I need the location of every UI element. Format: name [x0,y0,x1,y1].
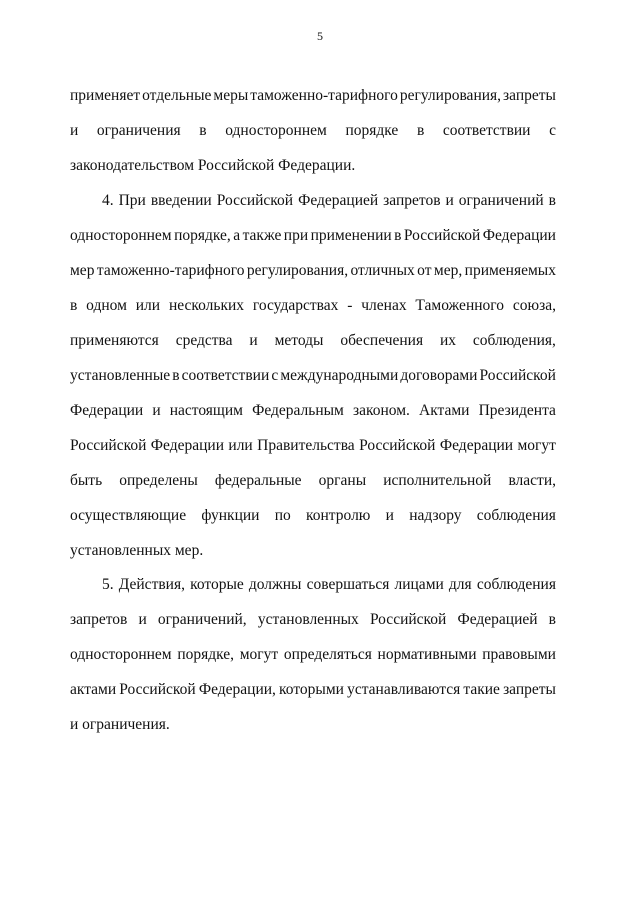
word: при [283,227,309,244]
p5-line-5: и ограничения. [70,716,170,733]
word: власти, [508,472,556,489]
word: в [70,297,78,314]
word: в [172,367,180,384]
word: таможенно-тарифного [96,262,245,279]
word: запреты [503,87,556,104]
word: актами [70,681,117,698]
word: введении [150,192,212,209]
p3-line-2 [70,121,556,141]
word: и [70,122,79,139]
word: одном [86,297,127,314]
word: или [228,437,253,454]
word: регулирования, [399,87,502,104]
word: соблюдения [476,507,556,524]
p4-line-10 [70,506,556,526]
word: ограничения [96,122,181,139]
word: Российской [119,681,196,698]
word: в [199,122,207,139]
word: Правительства [257,437,355,454]
p4-line-1 [102,191,556,211]
word: соблюдения, [472,332,556,349]
word: настоящим [169,402,243,419]
word: Федерации [70,402,144,419]
word: меры [213,87,249,104]
word: Таможенного [415,297,505,314]
word: Федеральным [252,402,344,419]
word: Российской [216,192,294,209]
word: лицами [394,576,444,593]
word: регулирования, [246,262,349,279]
word: отличных [350,262,415,279]
p5-line-2 [70,610,556,630]
word: мер [70,262,95,279]
p3-line-1 [70,86,556,106]
word: законом. [352,402,410,419]
word: обеспечения [340,332,424,349]
p4-line-5 [70,331,556,351]
word: определяться [283,646,372,663]
word: функции [201,507,260,524]
word: для [448,576,472,593]
p4-line-3 [70,261,556,281]
word: 5. [102,576,114,593]
word: таможенно-тарифного [250,87,398,104]
p4-line-8 [70,436,556,456]
word: государствах [252,297,339,314]
p3-line-3: законодательством Российской Федерации. [70,157,356,174]
word: совершаться [306,576,390,593]
word: запреты [503,681,556,698]
p4-line-9 [70,471,556,491]
word: которыми [279,681,344,698]
word: порядке, [174,227,231,244]
word: надзору [409,507,462,524]
word: одностороннем [70,227,172,244]
word: - [347,297,353,314]
word: которые [190,576,244,593]
word: федеральные [214,472,302,489]
word: международными [280,367,399,384]
word: одностороннем [225,122,327,139]
word: членах [361,297,407,314]
word: должны [248,576,302,593]
word: в [548,192,556,209]
p4-line-7 [70,401,556,421]
word: и [249,332,258,349]
p5-line-4 [70,680,556,700]
word: Российской [369,611,447,628]
word: а [233,227,241,244]
word: могут [517,437,556,454]
word: контролю [306,507,371,524]
word: порядке, [177,646,235,663]
word: применяются [70,332,159,349]
word: и [138,611,147,628]
word: Действия, [118,576,185,593]
word: Российской [359,437,436,454]
word: отдельные [142,87,212,104]
word: исполнительной [383,472,492,489]
word: их [439,332,457,349]
word: союза, [512,297,556,314]
word: Федерации, [198,681,276,698]
word: в [416,122,425,139]
word: методы [274,332,324,349]
word: могут [239,646,279,663]
word: устанавливаются [347,681,461,698]
word: также [242,227,282,244]
p4-line-2 [70,226,556,246]
word: и [385,507,394,524]
word: быть [70,472,103,489]
word: Российской [479,367,556,384]
word: Российской [403,227,481,244]
word: Федерацией [298,192,379,209]
word: от [417,262,432,279]
word: договорами [400,367,478,384]
word: Актами [419,402,470,419]
word: по [274,507,291,524]
word: такие [463,681,500,698]
word: Российской [70,437,147,454]
word: применении [310,227,392,244]
word: в [548,611,556,628]
word: применяет [70,87,141,104]
word: с [271,367,279,384]
word: органы [318,472,367,489]
p5-line-3 [70,645,556,665]
word: и [152,402,161,419]
word: соответствии [442,122,531,139]
word: соответствии [181,367,270,384]
page-number: 5 [317,29,323,43]
p4-line-6 [70,366,556,386]
word: нормативными [377,646,477,663]
word: запретов [70,611,128,628]
word: Федерацией [457,611,538,628]
word: средства [175,332,233,349]
word: или [135,297,161,314]
word: правовыми [482,646,556,663]
word: одностороннем [70,646,172,663]
p4-line-11: установленных мер. [70,542,204,559]
word: в [394,227,402,244]
word: установленных [257,611,359,628]
word: Федерации [439,437,514,454]
word: запретов [383,192,441,209]
word: При [118,192,146,209]
p5-line-1 [102,575,556,595]
word: определены [119,472,198,489]
word: установленные [70,367,171,384]
word: мер, [433,262,463,279]
word: и [445,192,454,209]
word: применяемых [464,262,556,279]
word: ограничений, [157,611,247,628]
word: осуществляющие [70,507,187,524]
word: Федерации [482,227,556,244]
word: Федерации [150,437,224,454]
word: Президента [478,402,556,419]
word: 4. [102,192,114,209]
word: соблюдения [476,576,556,593]
word: нескольких [168,297,245,314]
p4-line-4 [70,296,556,316]
word: с [549,122,556,139]
word: ограничений [458,192,544,209]
word: порядке [345,122,399,139]
